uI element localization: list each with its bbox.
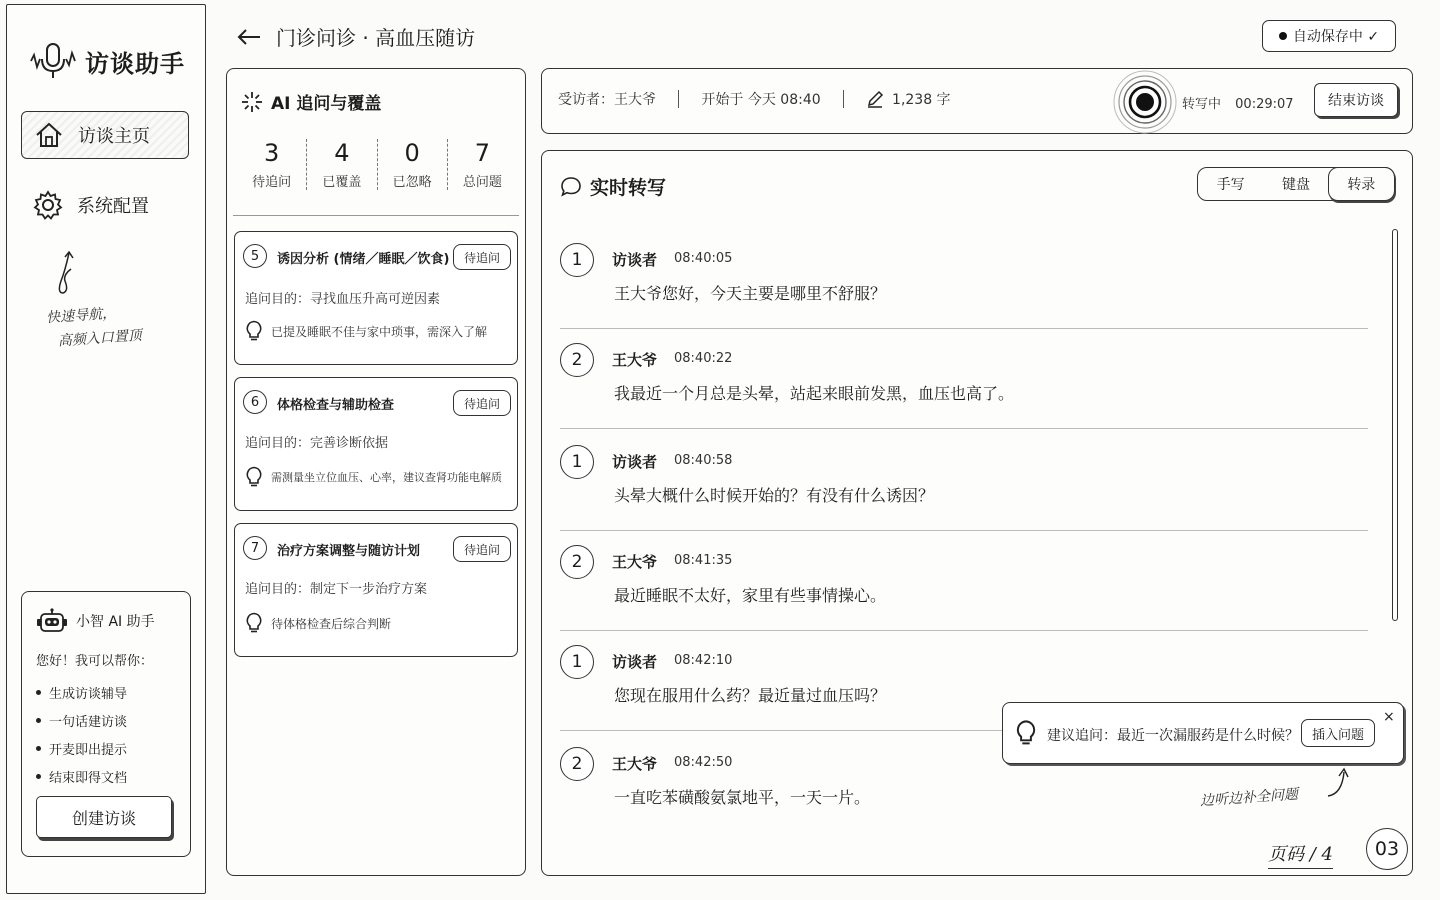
lightbulb-icon: [245, 466, 263, 488]
autosave-status: [1262, 20, 1396, 52]
avatar: 1: [560, 645, 594, 679]
message-text: 我最近一个月总是头晕，站起来眼前发黑，血压也高了。: [614, 384, 1015, 403]
status-badge[interactable]: 待追问: [453, 244, 511, 270]
question-card[interactable]: [234, 523, 518, 657]
speaker-name: 访谈者: [612, 251, 658, 269]
status-badge[interactable]: 待追问: [453, 536, 511, 562]
autosave-text: 自动保存中 ✓: [1292, 29, 1380, 45]
separator: [843, 90, 844, 108]
robot-icon: [36, 608, 68, 634]
question-number: 6: [243, 390, 267, 414]
divider: [233, 215, 519, 216]
speaker-name: 访谈者: [612, 653, 658, 671]
chat-bubble-icon: [560, 176, 582, 198]
assistant-title: [36, 608, 155, 634]
avatar: 2: [560, 545, 594, 579]
home-icon: [34, 121, 64, 149]
curly-arrow-icon: [51, 249, 81, 301]
lightbulb-icon: [245, 612, 263, 634]
mode-transcribe[interactable]: 转录: [1328, 167, 1395, 201]
list-item: 开麦即出提示: [36, 734, 127, 762]
transcript-title-text: 实时转写: [590, 177, 667, 199]
list-item: [560, 531, 1368, 631]
input-mode-toggle: [1197, 167, 1395, 201]
stat-value: 3: [263, 139, 280, 167]
stat-label: 已忽略: [392, 175, 432, 190]
sidebar-item-label: 访谈主页: [78, 126, 150, 147]
curved-arrow-icon: [1324, 766, 1354, 800]
sidebar-item-label: 系统配置: [77, 196, 149, 217]
app-logo: [29, 41, 185, 81]
question-hint-text: 待体格检查后综合判断: [271, 616, 392, 631]
stat-label: 已覆盖: [322, 175, 362, 190]
list-item: [560, 431, 1368, 531]
page-indicator: 页码 / 4: [1268, 840, 1333, 869]
avatar: 1: [560, 445, 594, 479]
sidebar: [6, 4, 206, 894]
session-bar: [541, 68, 1413, 134]
recording-status-text: 转写中: [1182, 97, 1222, 112]
question-title: 诱因分析 (情绪／睡眠／饮食): [277, 252, 450, 267]
message-time: 08:42:10: [674, 653, 733, 668]
assistant-card: [21, 591, 191, 857]
create-interview-button[interactable]: 创建访谈: [36, 796, 172, 838]
page-header: [236, 22, 475, 51]
message-text: 头晕大概什么时候开始的？有没有什么诱因？: [614, 486, 935, 505]
list-item: [560, 229, 1368, 329]
list-item: 结束即得文档: [36, 762, 127, 790]
sidebar-item-home[interactable]: [21, 111, 189, 159]
list-item: 生成访谈辅导: [36, 678, 127, 706]
coverage-stats: [237, 139, 517, 190]
recording-status: [1182, 93, 1294, 112]
question-number: 5: [243, 244, 267, 268]
question-goal: 追问目的：完善诊断依据: [245, 436, 389, 451]
stat-covered: [307, 139, 377, 190]
stat-pending: [237, 139, 307, 190]
lightbulb-icon: [245, 320, 263, 342]
ai-followup-panel: [226, 68, 526, 876]
avatar: 1: [560, 243, 594, 277]
question-card[interactable]: [234, 377, 518, 511]
question-goal: 追问目的：制定下一步治疗方案: [245, 582, 428, 597]
insert-question-button[interactable]: 插入问题: [1301, 719, 1375, 747]
question-hint-text: 需测量坐立位血压、心率，建议查肾功能电解质: [271, 471, 502, 484]
question-hint: [245, 466, 502, 488]
question-hint: [245, 612, 391, 634]
page-number: 03: [1366, 828, 1408, 870]
sidebar-note-line: 高频入口置顶: [57, 327, 143, 350]
stat-label: 总问题: [462, 175, 502, 190]
page-title: 门诊问诊 · 高血压随访: [276, 26, 476, 50]
separator: [678, 90, 679, 108]
stat-value: 0: [404, 139, 420, 167]
question-hint: [245, 320, 487, 342]
interviewee-label: 受访者：王大爷: [558, 92, 656, 108]
ai-panel-title: [241, 89, 381, 114]
end-interview-button[interactable]: 结束访谈: [1314, 83, 1398, 117]
list-item: 一句话建访谈: [36, 706, 127, 734]
gear-icon: [33, 190, 63, 220]
recording-icon[interactable]: [1112, 69, 1178, 135]
stat-value: 4: [334, 139, 350, 167]
stat-label: 待追问: [252, 175, 292, 190]
sidebar-item-settings[interactable]: [21, 181, 189, 229]
scrollbar[interactable]: [1392, 229, 1398, 621]
recording-duration: 00:29:07: [1235, 97, 1294, 112]
mode-keyboard[interactable]: 键盘: [1281, 177, 1310, 193]
suggestion-note: 边听边补全问题: [1199, 786, 1299, 810]
lightbulb-icon: [1015, 719, 1037, 747]
app-name: 访谈助手: [85, 49, 185, 78]
question-card[interactable]: [234, 231, 518, 365]
message-list: [542, 229, 1382, 869]
avatar: 2: [560, 747, 594, 781]
start-time: 开始于 今天 08:40: [701, 92, 821, 108]
message-time: 08:40:58: [674, 453, 733, 468]
word-count: 1,238 字: [892, 92, 951, 108]
message-text: 一直吃苯磺酸氨氯地平，一天一片。: [614, 788, 871, 807]
sidebar-note: [45, 300, 142, 354]
microphone-icon: [29, 41, 77, 81]
speaker-name: 王大爷: [612, 351, 658, 369]
suggestion-text: 建议追问：最近一次漏服药是什么时候？: [1047, 728, 1299, 744]
question-number: 7: [243, 536, 267, 560]
message-text: 您现在服用什么药？最近量过血压吗？: [614, 686, 887, 705]
question-title: 体格检查与辅助检查: [277, 398, 395, 413]
list-item: [560, 329, 1368, 429]
message-time: 08:42:50: [674, 755, 733, 770]
stat-total: [448, 139, 517, 190]
speaker-name: 王大爷: [612, 553, 658, 571]
question-hint-text: 已提及睡眠不佳与家中琐事，需深入了解: [271, 324, 488, 339]
sparkle-icon: [241, 91, 263, 113]
transcript-panel: [541, 150, 1413, 876]
status-badge[interactable]: 待追问: [453, 390, 511, 416]
transcript-title: [560, 173, 666, 200]
stat-value: 7: [474, 139, 491, 167]
status-dot-icon: [1279, 32, 1287, 40]
suggestion-popup: [1002, 702, 1404, 764]
message-text: 王大爷您好，今天主要是哪里不舒服？: [614, 284, 887, 303]
question-goal: 追问目的：寻找血压升高可逆因素: [245, 292, 441, 307]
speaker-name: 访谈者: [612, 453, 658, 471]
stat-ignored: [378, 139, 448, 190]
close-icon[interactable]: ×: [1383, 709, 1395, 725]
sidebar-note-line: 快速导航，: [45, 305, 117, 327]
speaker-name: 王大爷: [612, 755, 658, 773]
assistant-greeting: 您好！我可以帮你：: [36, 654, 154, 669]
pencil-icon: [866, 90, 884, 108]
session-info: [558, 89, 951, 109]
avatar: 2: [560, 343, 594, 377]
message-time: 08:40:05: [674, 251, 733, 266]
assistant-title-text: 小智 AI 助手: [76, 614, 155, 630]
message-time: 08:40:22: [674, 351, 733, 366]
assistant-capabilities: [36, 678, 127, 790]
message-time: 08:41:35: [674, 553, 733, 568]
mode-handwriting[interactable]: 手写: [1216, 177, 1245, 193]
ai-panel-title-text: AI 追问与覆盖: [271, 94, 382, 114]
message-text: 最近睡眠不太好，家里有些事情操心。: [614, 586, 887, 605]
arrow-left-icon[interactable]: [236, 27, 262, 47]
question-title: 治疗方案调整与随访计划: [277, 544, 421, 559]
